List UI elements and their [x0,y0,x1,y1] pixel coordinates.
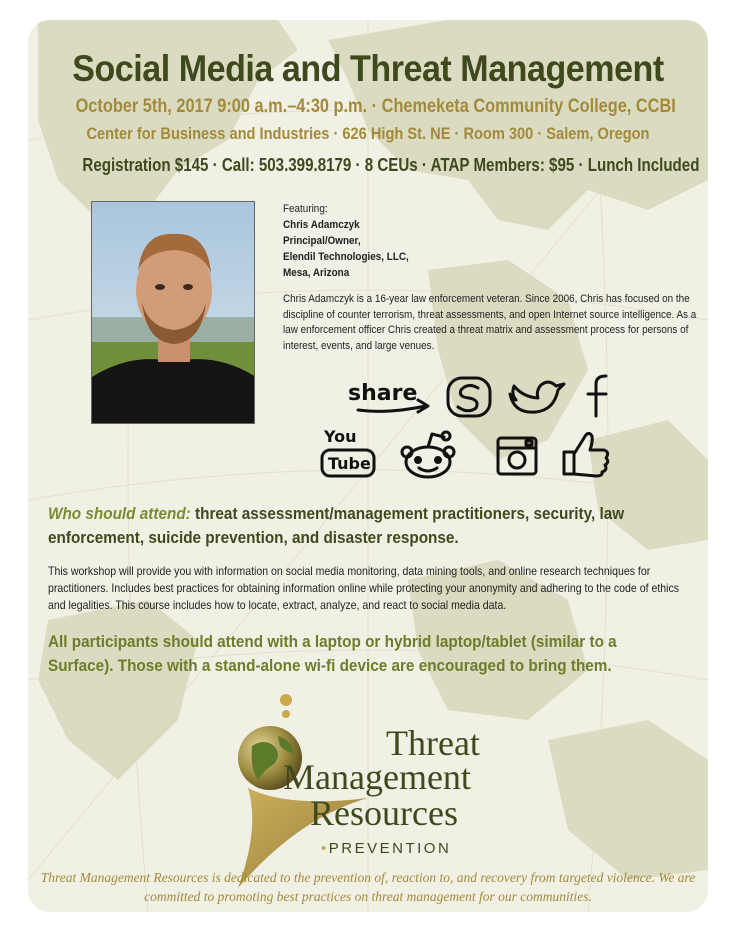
thumbs-up-icon [564,433,608,476]
audience-text: threat assessment/management practitioners, security, law enforcement, suicide prevention, and disaster response. [48,504,625,547]
audience-lead: Who should attend: [48,504,191,523]
speaker-credentials [283,201,661,281]
participant-requirements: All participants should attend with a laptop or hybrid laptop/tablet (similar to a Surface). Those with a stand-alone wi-fi device are encouraged to bring them. [48,632,617,675]
speaker-company: Elendil Technologies, LLC, [283,251,409,263]
youtube-text-bottom: Tube [328,454,371,473]
logo-prevention-text: PREVENTION [328,840,452,857]
youtube-icon [322,427,374,476]
speaker-name: Chris Adamczyk [283,219,360,231]
logo-line-threat: Threat [386,723,480,763]
logo-line-resources: Resources [310,793,458,833]
youtube-text-top: You [324,427,357,446]
logo-line-management: Management [283,757,471,797]
flyer [28,20,708,912]
speaker-role: Principal/Owner, [283,235,361,247]
event-venue-address: Center for Business and Industries · 626 High St. NE · Room 300 · Salem, Oregon [86,124,650,143]
twitter-icon [510,382,564,412]
event-date-location: October 5th, 2017 9:00 a.m.–4:30 p.m. · Chemeketa Community College, CCBI [75,96,676,117]
share-doodle-text: share [348,381,418,406]
reddit-icon [402,432,454,477]
registration-info: Registration $145 · Call: 503.399.8179 · 8 CEUs · ATAP Members: $95 · Lunch Included [82,155,700,175]
speaker-location: Mesa, Arizona [283,267,350,279]
logo-line-prevention [321,840,451,857]
event-title: Social Media and Threat Management [72,48,664,89]
facebook-icon [588,376,606,416]
speaker-photo [91,201,255,424]
audience-statement [48,502,642,550]
share-doodle-icon [348,381,428,412]
workshop-description: This workshop will provide you with information on social media monitoring, data mining tools, and online research techniques for practitioners. Includes best practices for obtaining information online while protecting your anonymity and adhering to the code of ethics and legalities. This course includes how to locate, extract, analyze, and react to social media data. [48,564,680,612]
logo-bullet: • [321,840,329,857]
speaker-bio: Chris Adamczyk is a 16-year law enforcement veteran. Since 2006, Chris has focused on the discipline of counter terrorism, threat assessments, and open Internet source intelligence. As a law enforcement officer Chris created a threat matrix and assessment process for persons of interest, events, and large venues. [283,293,697,352]
skype-icon [448,378,490,416]
instagram-icon [498,438,536,474]
organization-tagline: Threat Management Resources is dedicated to the prevention of, reaction to, and recovery from targeted violence. We are committed to promoting best practices on threat management for our communities. [40,870,696,904]
social-icons-group [318,370,618,480]
featuring-label: Featuring: [283,203,328,215]
